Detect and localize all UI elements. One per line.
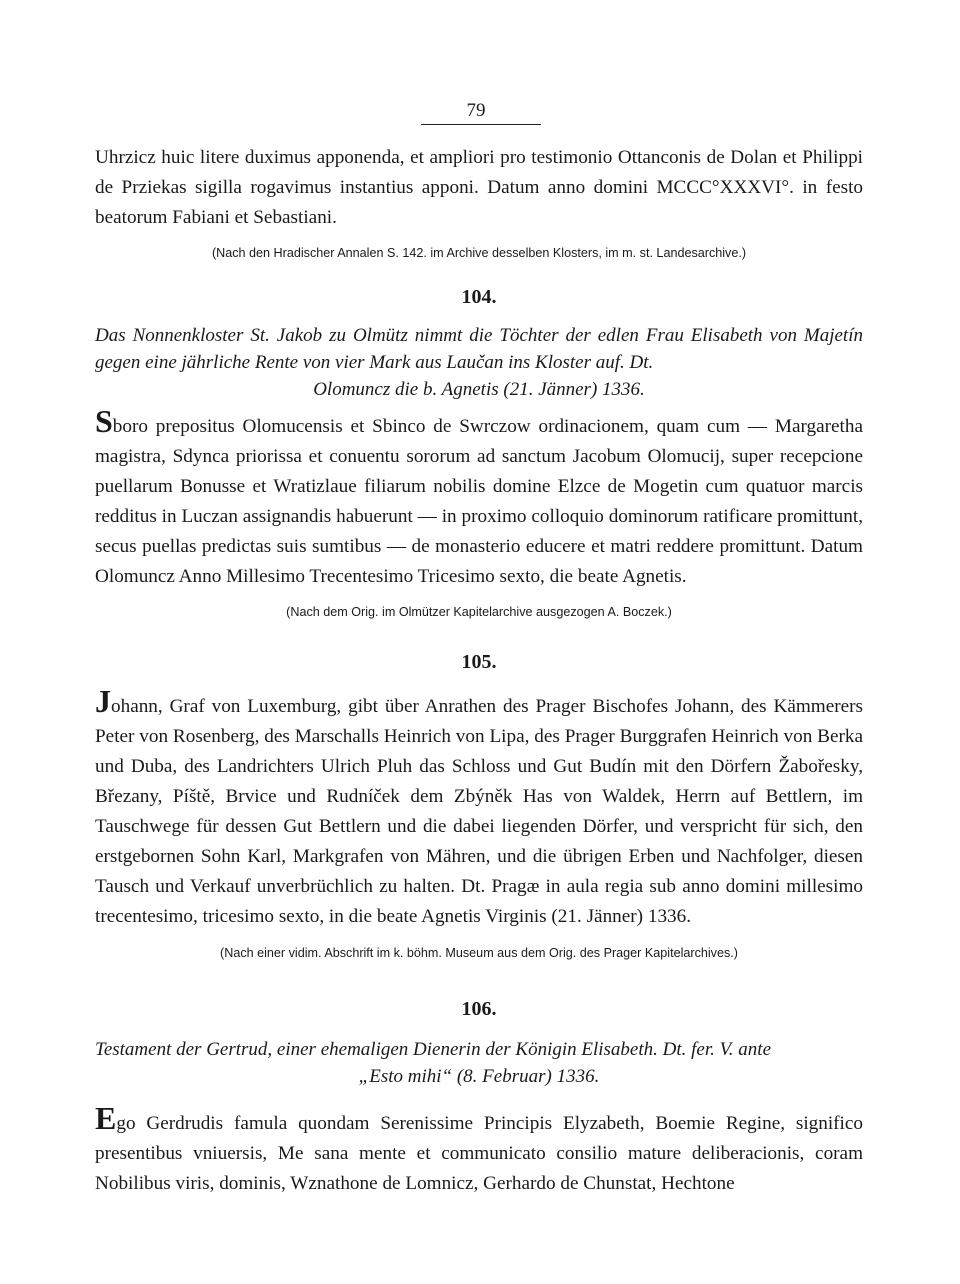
- document-number: 106.: [461, 998, 497, 1020]
- document-body: [95, 1100, 863, 1199]
- document-number: 105.: [461, 651, 497, 673]
- initial-letter: J: [95, 683, 111, 719]
- document-body: [95, 403, 863, 592]
- initial-letter: E: [95, 1100, 117, 1136]
- continuation-paragraph: Uhrzicz huic litere duximus apponenda, et ampliori pro testimonio Ottanconis de Dolan et Philippi de Prziekas sigilla rogavimus instantius apponi. Datum anno domini MCCC°XXXVI°. in festo beatorum Fabiani et Sebastiani.: [95, 147, 863, 228]
- regest-heading-text: Das Nonnenkloster St. Jakob zu Olmütz nimmt die Töchter der edlen Frau Elisabeth von Majetín gegen eine jährliche Rente von vier Mark aus Laučan ins Kloster auf. Dt.: [95, 325, 863, 373]
- regest-heading-date: „Esto mihi“ (8. Februar) 1336.: [358, 1066, 600, 1087]
- document-number: 104.: [461, 286, 497, 308]
- document-body-text: go Gerdrudis famula quondam Serenissime Principis Elyzabeth, Boemie Regine, significo presentibus vniuersis, Me sana mente et communicato consilio mature deliberacionis, coram Nobilibus viris, dominis, Wznathone de Lomnicz, Gerhardo de Chunstat, Hechtone: [95, 1113, 863, 1194]
- regest-heading: [95, 322, 863, 403]
- document-body-text: ohann, Graf von Luxemburg, gibt über Anrathen des Prager Bischofes Johann, des Kämmerers Peter von Rosenberg, des Marschalls Heinrich von Lipa, des Prager Burggrafen Heinrich von Berka und Duba, des Landrichters Ulrich Pluh das Schloss und Gut Budín mit den Dörfern Žabořesky, Březany, Píště, Brvice und Rudníček dem Zbýněk Has von Waldek, Herrn auf Bettlern, im Tauschwege für dessen Gut Bettlern und die dabei liegenden Dörfer, und verspricht für sich, den erstgebornen Sohn Karl, Markgrafen von Mähren, und die übrigen Erben und Nachfolger, diesen Tausch und Verkauf unverbrüchlich zu halten. Dt. Pragæ in aula regia sub anno domini millesimo trecentesimo, tricesimo sexto, in die beate Agnetis Virginis (21. Jänner) 1336.: [95, 696, 863, 927]
- document-page: [95, 100, 863, 1199]
- source-note: (Nach den Hradischer Annalen S. 142. im Archive desselben Klosters, im m. st. Landesarchive.): [211, 246, 747, 260]
- page-number: 79: [95, 100, 863, 125]
- page-number-rule: [421, 124, 541, 125]
- regest-heading-text: Testament der Gertrud, einer ehemaligen Dienerin der Königin Elisabeth. Dt. fer. V. ante: [95, 1039, 772, 1060]
- initial-letter: S: [95, 403, 113, 439]
- document-body-text: boro prepositus Olomucensis et Sbinco de Swrczow ordinacionem, quam cum — Margaretha magistra, Sdynca priorissa et conuentu sororum ad sanctum Jacobum Olomucij, super recepcione puellarum Bonusse et Wratizlaue filiarum nobilis domine Elzce de Mogetin cum quatuor marcis redditus in Luczan assignandis habuerunt — in proximo colloquio dominorum ratificare promittunt, secus puellas predictas suis sumtibus — de monasterio educere et matri reddere promittunt. Datum Olomuncz Anno Millesimo Trecentesimo Tricesimo sexto, die beate Agnetis.: [95, 416, 863, 587]
- source-note: (Nach einer vidim. Abschrift im k. böhm. Museum aus dem Orig. des Prager Kapitelarchives.): [220, 946, 738, 960]
- document-body: [95, 683, 863, 932]
- regest-heading-date: Olomuncz die b. Agnetis (21. Jänner) 1336.: [313, 379, 645, 400]
- source-note: (Nach dem Orig. im Olmützer Kapitelarchive ausgezogen A. Boczek.): [286, 605, 672, 619]
- regest-heading: [95, 1036, 863, 1090]
